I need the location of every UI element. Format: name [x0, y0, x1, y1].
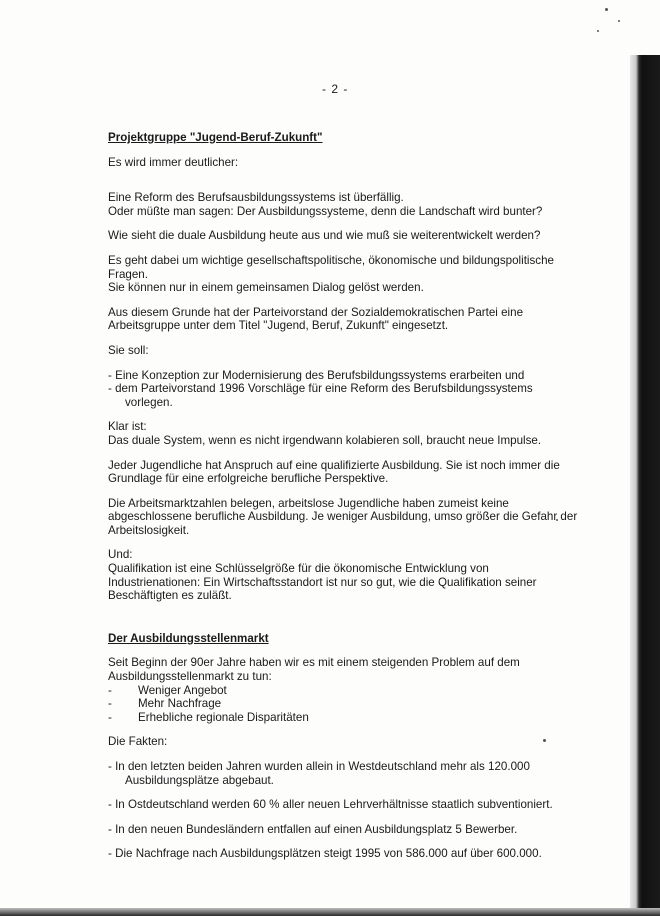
- fact-item-continuation-text: Ausbildungsplätze abgebaut.: [125, 773, 274, 787]
- bullet-text: Mehr Nachfrage: [138, 697, 222, 711]
- fact-item: - In Ostdeutschland werden 60 % aller neuen Lehrverhältnisse staatlich subventioniert.: [108, 798, 553, 812]
- paragraph: Die Arbeitsmarktzahlen belegen, arbeitslose Jugendliche haben zumeist keine: [108, 496, 509, 510]
- scan-edge-right: [630, 55, 660, 916]
- paragraph: Und:: [108, 548, 133, 562]
- bullet-item: [108, 711, 578, 725]
- list-item: - Eine Konzeption zur Modernisierung des Berufsbildungssystems erarbeiten und: [108, 368, 525, 382]
- paragraph: Industrienationen: Ein Wirtschaftsstandort ist nur so gut, wie die Qualifikation seiner: [108, 575, 537, 589]
- paragraph: Eine Reform des Berufsausbildungssystems ist überfällig.: [108, 191, 404, 205]
- fact-item-continuation: [108, 774, 578, 788]
- list-item-continuation: [108, 396, 578, 410]
- paragraph: Sie soll:: [108, 343, 149, 357]
- paragraph: Das duale System, wenn es nicht irgendwann kolabieren soll, braucht neue Impulse.: [108, 433, 542, 447]
- section-heading-ausbildungsstellenmarkt: Der Ausbildungsstellenmarkt: [108, 631, 269, 645]
- paragraph: Arbeitslosigkeit.: [108, 523, 190, 537]
- bullet-mark: -: [108, 697, 112, 711]
- bullet-mark: -: [108, 710, 112, 724]
- bullet-item: [108, 684, 578, 698]
- paragraph: Es wird immer deutlicher:: [108, 155, 239, 169]
- paragraph: Sie können nur in einem gemeinsamen Dialog gelöst werden.: [108, 281, 424, 295]
- paragraph: Seit Beginn der 90er Jahre haben wir es mit einem steigenden Problem auf dem: [108, 656, 520, 670]
- page-number: - 2 -: [322, 82, 349, 96]
- paragraph: Aus diesem Grunde hat der Parteivorstand der Sozialdemokratischen Partei eine: [108, 305, 524, 319]
- bullet-item: [108, 697, 578, 711]
- paragraph: Es geht dabei um wichtige gesellschaftspolitische, ökonomische und bildungspolitische: [108, 253, 554, 267]
- paragraph: Oder müßte man sagen: Der Ausbildungssysteme, denn die Landschaft wird bunter?: [108, 204, 543, 218]
- paragraph: Wie sieht die duale Ausbildung heute aus und wie muß sie weiterentwickelt werden?: [108, 229, 541, 243]
- bullet-mark: -: [108, 683, 112, 697]
- paragraph: Arbeitsgruppe unter dem Titel "Jugend, Beruf, Zukunft" eingesetzt.: [108, 319, 449, 333]
- paragraph: Ausbildungsstellenmarkt zu tun:: [108, 670, 272, 684]
- paragraph: Die Fakten:: [108, 735, 168, 749]
- fact-item: - Die Nachfrage nach Ausbildungsplätzen steigt 1995 von 586.000 auf über 600.000.: [108, 847, 542, 861]
- paragraph: Klar ist:: [108, 420, 147, 434]
- document-body: [108, 131, 578, 861]
- paragraph: Fragen.: [108, 267, 148, 281]
- scan-speck: [597, 30, 599, 32]
- bullet-text: Weniger Angebot: [138, 683, 227, 697]
- fact-item: - In den neuen Bundesländern entfallen auf einen Ausbildungsplatz 5 Bewerber.: [108, 822, 518, 836]
- fact-item: - In den letzten beiden Jahren wurden allein in Westdeutschland mehr als 120.000: [108, 760, 530, 773]
- scan-speck: [618, 20, 620, 22]
- list-item-continuation-text: vorlegen.: [125, 395, 173, 409]
- section-heading-projektgruppe: Projektgruppe "Jugend-Beruf-Zukunft": [108, 131, 323, 144]
- paragraph: Jeder Jugendliche hat Anspruch auf eine qualifizierte Ausbildung. Sie ist noch immer die: [108, 458, 560, 472]
- paragraph: Qualifikation ist eine Schlüsselgröße für die ökonomische Entwicklung von: [108, 562, 489, 576]
- scan-edge-bottom: [0, 908, 660, 916]
- paragraph: Beschäftigten es zuläßt.: [108, 589, 232, 603]
- paragraph: abgeschlossene berufliche Ausbildung. Je weniger Ausbildung, umso größer die Gefahr der: [108, 510, 578, 524]
- paragraph: Grundlage für eine erfolgreiche berufliche Perspektive.: [108, 472, 389, 486]
- scan-speck: [605, 8, 608, 11]
- list-item: - dem Parteivorstand 1996 Vorschläge für eine Reform des Berufsbildungssystems: [108, 382, 533, 396]
- bullet-text: Erhebliche regionale Disparitäten: [138, 710, 309, 724]
